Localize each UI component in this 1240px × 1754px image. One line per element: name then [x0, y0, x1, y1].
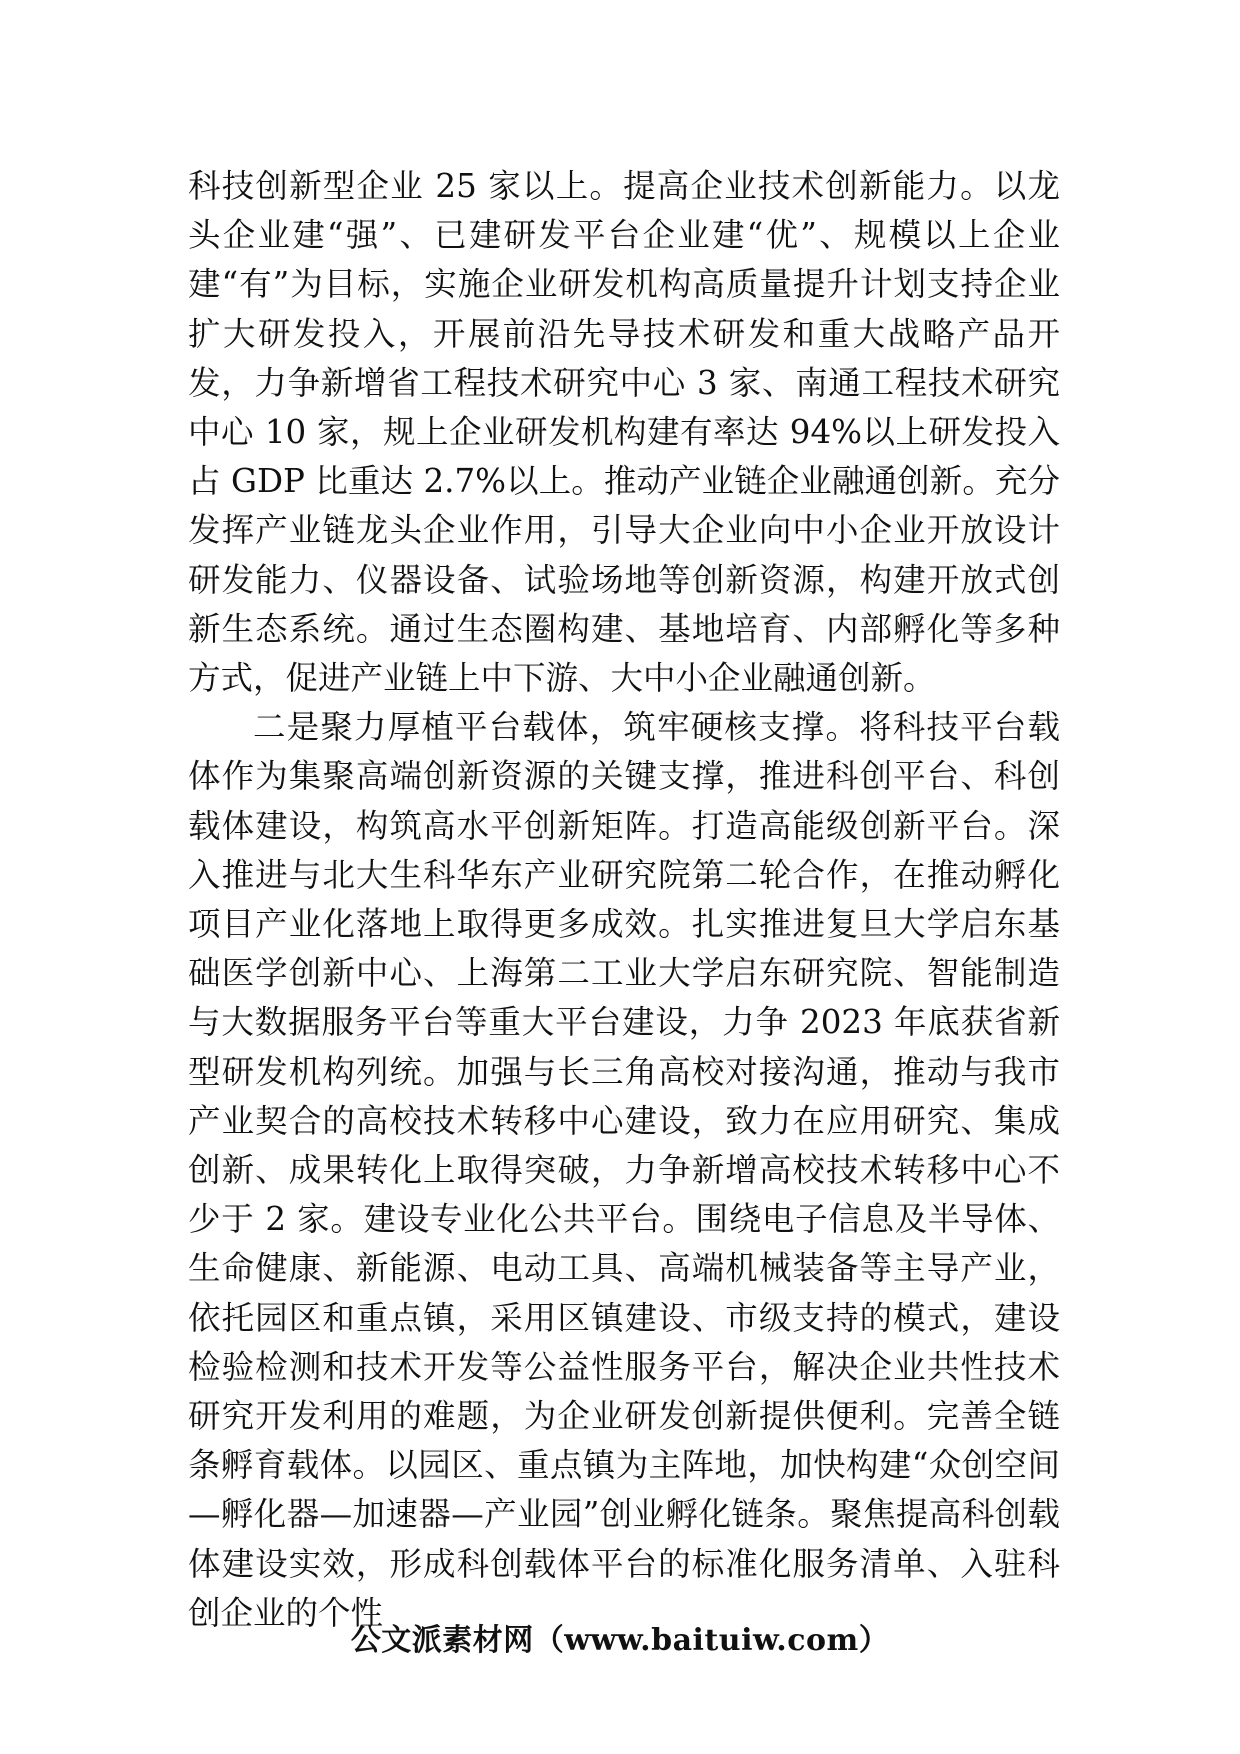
document-body: [188, 162, 1060, 1638]
paragraph-enterprise-innovation: 科技创新型企业 25 家以上。提高企业技术创新能力。以龙头企业建“强”、已建研发平台企业建“优”、规模以上企业建“有”为目标，实施企业研发机构高质量提升计划支持企业扩大研发投入，开展前沿先导技术研发和重大战略产品开发，力争新增省工程技术研究中心 3 家、南通工程技术研究中心 10 家，规上企业研发机构建有率达 94%以上研发投入占 GDP 比重达 2.7%以上。推动产业链企业融通创新。充分发挥产业链龙头企业作用，引导大企业向中小企业开放设计研发能力、仪器设备、试验场地等创新资源，构建开放式创新生态系统。通过生态圈构建、基地培育、内部孵化等多种方式，促进产业链上中下游、大中小企业融通创新。: [188, 167, 1060, 698]
page-footer-source: 公文派素材网（www.baituiw.com）: [350, 1623, 890, 1658]
paragraph-platform-carriers: 二是聚力厚植平台载体，筑牢硬核支撑。将科技平台载体作为集聚高端创新资源的关键支撑，推进科创平台、科创载体建设，构筑高水平创新矩阵。打造高能级创新平台。深入推进与北大生科华东产业研究院第二轮合作，在推动孵化项目产业化落地上取得更多成效。扎实推进复旦大学启东基础医学创新中心、上海第二工业大学启东研究院、智能制造与大数据服务平台等重大平台建设，力争 2023 年底获省新型研发机构列统。加强与长三角高校对接沟通，推动与我市产业契合的高校技术转移中心建设，致力在应用研究、集成创新、成果转化上取得突破，力争新增高校技术转移中心不少于 2 家。建设专业化公共平台。围绕电子信息及半导体、生命健康、新能源、电动工具、高端机械装备等主导产业，依托园区和重点镇，采用区镇建设、市级支持的模式，建设检验检测和技术开发等公益性服务平台，解决企业共性技术研究开发利用的难题，为企业研发创新提供便利。完善全链条孵育载体。以园区、重点镇为主阵地，加快构建“众创空间—孵化器—加速器—产业园”创业孵化链条。聚焦提高科创载体建设实效，形成科创载体平台的标准化服务清单、入驻科创企业的个性: [188, 708, 1060, 1632]
